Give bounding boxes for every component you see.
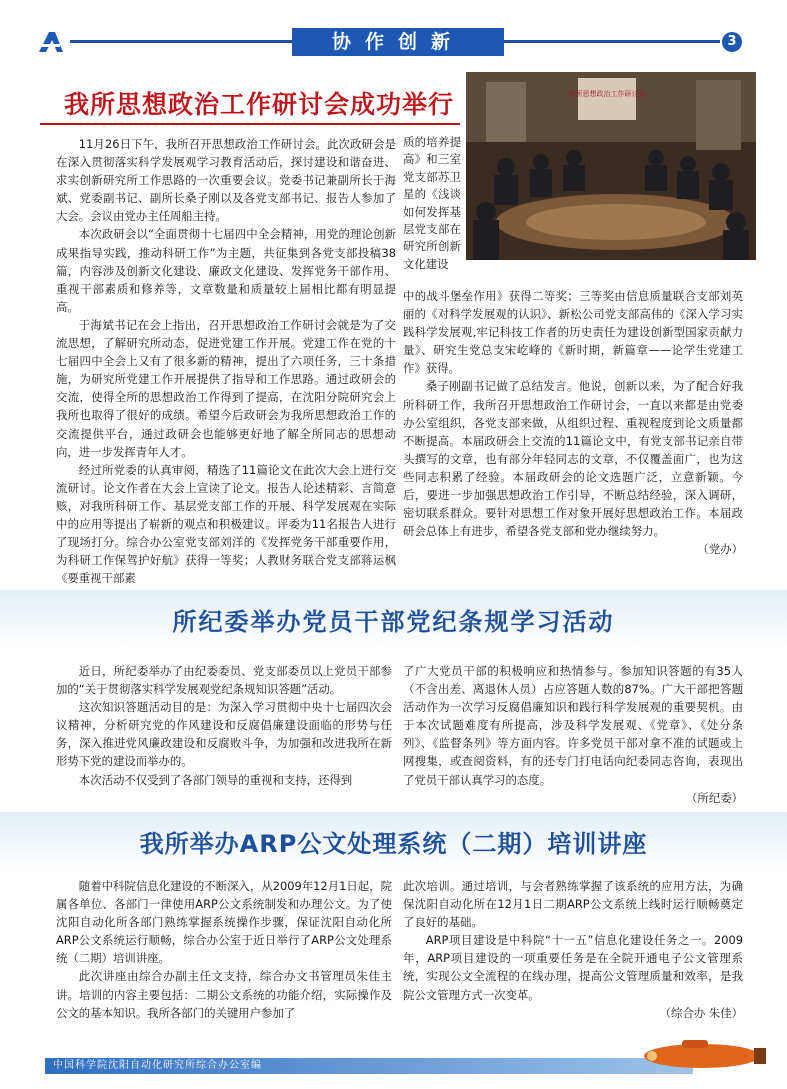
footer-band: 中国科学院沈阳自动化研究所综合办公室编	[45, 1058, 693, 1074]
paragraph: 此次培训。通过培训，与会者熟练掌握了该系统的应用方法，为确保沈阳自动化所在12月1日二期ARP公文系统上线时运行顺畅奠定了良好的基础。	[403, 879, 743, 930]
paragraph: 本次活动不仅受到了各部门领导的重视和支持，还得到	[78, 772, 353, 787]
article3-left-column	[56, 877, 392, 1022]
article2-signature: （所纪委）	[686, 790, 743, 805]
paragraph: 桑子刚副书记做了总结发言。他说，创新以来，为了配合好我所科研工作，我所召开思想政治工作研讨会，一直以来都是由党委办公室组织，各党支部来做，从组织过程、重视程度到论文质量都不断提高。本届政研会上交流的11篇论文中，有党支部书记亲自带头撰写的文章，也有部分年轻同志的文章，不仅覆盖面广，也为这些同志积累了经验。本届政研会的论文选题广泛，立意新颖。今后，要进一步加强思想政治工作引导，不断总结经验，深入调研，密切联系群众。要针对思想工作对象开展好思想政治工作。本届政研会总体上有进步，希望各党支部和党办继续努力。	[403, 379, 743, 539]
article1-title-rule	[40, 123, 460, 125]
article3-signature: （综合办 朱佳）	[659, 1005, 743, 1020]
photo-banner-text: 我所思想政治工作研讨会	[568, 90, 646, 98]
paragraph: 11月26日下午，我所召开思想政治工作研讨会。此次政研会是在深入贯彻落实科学发展观学习教育活动后，探讨建设和谐奋进、求实创新研究所工作思路的一次重要会议。党委书记兼副所长于海斌、党委副书记、副所长桑子刚以及各党支部书记、报告人参加了大会。会议由党办主任周船主持。	[56, 137, 396, 224]
article2-right-column	[403, 662, 743, 807]
paragraph: 于海斌书记在会上指出，召开思想政治工作研讨会就是为了交流思想，了解研究所动态，促进党建工作开展。党建工作在党的十七届四中全会上又有了很多新的精神，提出了六项任务，三十条措施，为研究所党建工作开展提供了指导和工作思路。通过政研会的交流，使得全所的思想政治工作得到了提高，在沈阳分院研究会上我所也取得了很好的成绩。希望今后政研会为我所思想政治工作的交流提供平台，通过政研会也能够更好地了解全所同志的思想动向，进一步发挥青年人才。	[56, 317, 396, 459]
article1-title: 我所思想政治工作研讨会成功举行	[64, 90, 455, 119]
submersible-icon	[622, 1036, 772, 1072]
paragraph: 中的战斗堡垒作用》获得二等奖；三等奖由信息质量联合支部刘英丽的《对科学发展观的认识》、新松公司党支部高伟的《深入学习实践科学发展观,牢记科技工作者的历史责任为建设创新型国家贡献力量》、研究生党总支宋屹峰的《新时期，新篇章——论学生党建工作》获得。	[403, 289, 743, 376]
article1-right-column	[403, 287, 743, 558]
paragraph: ARP项目建设是中科院“十一五”信息化建设任务之一。2009年，ARP项目建设的一项重要任务是在全院开通电子公文管理系统，实现公文全流程的在线办理，提高公文管理质量和效率，是我院公文管理方式一次变革。	[403, 933, 743, 1002]
article2-title: 所纪委举办党员干部党纪条规学习活动	[172, 607, 615, 636]
article3-title: 我所举办ARP公文处理系统（二期）培训讲座	[139, 830, 648, 858]
article1-narrow-column	[403, 134, 461, 273]
paragraph: 了广大党员干部的积极响应和热情参与。参加知识答题的有35人（不含出差、离退休人员）占应答题人数的87%。广大干部把答题活动作为一次学习反腐倡廉知识和践行科学发展观的重要契机。由于本次试题难度有所提高，涉及科学发展观、《党章》、《处分条列》、《监督条列》等方面内容。许多党员干部对拿不准的试题或上网搜集，或查阅资料，有的还专门打电话向纪委同志咨询，表现出了党员干部认真学习的态度。	[403, 664, 743, 787]
section-title: 协作创新	[292, 28, 504, 56]
meeting-photo	[466, 72, 756, 260]
page-number: 3	[722, 32, 742, 52]
article2-left-column	[56, 662, 392, 789]
article1-left-column	[56, 135, 396, 587]
paragraph: 这次知识答题活动目的是：为深入学习贯彻中央十七届四次会议精神，分析研究党的作风建设和反腐倡廉建设面临的形势与任务，深入推进党风廉政建设和反腐败斗争，为加强和改进我所在新形势下党的建设而举办的。	[56, 700, 392, 769]
article1-narrow-text: 质的培养提高》和三室党支部苏卫星的《浅谈如何发挥基层党支部在研究所创新文化建设	[403, 135, 461, 271]
article1-signature: （党办）	[697, 542, 743, 557]
article3-right-column	[403, 877, 743, 1022]
paragraph: 近日，所纪委举办了由纪委委员、党支部委员以上党员干部参加的“关于贯彻落实科学发展观党纪条规知识答题”活动。	[56, 664, 392, 697]
paragraph: 此次讲座由综合办副主任文支持，综合办文书管理员朱佳主讲。培训的内容主要包括：二期公文系统的功能介绍，实际操作及公文的基本知识。我所各部门的关键用户参加了	[56, 969, 392, 1020]
institute-logo	[37, 30, 65, 54]
paragraph: 经过所党委的认真审阅，精选了11篇论文在此次大会上进行交流研讨。论文作者在大会上宣读了论文。报告人论述精彩、言简意赅，对我所科研工作、基层党支部工作的开展、科学发展观在实际中的应用等提出了崭新的观点和积极建议。评委为11名报告人进行了现场打分。综合办公室党支部刘洋的《发挥党务干部重要作用，为科研工作保驾护好航》获得一等奖；人教财务联合党支部蒋运枫《要重视干部素	[56, 462, 396, 586]
paragraph: 本次政研会以“全面贯彻十七届四中全会精神，用党的理论创新成果指导实践，推动科研工作”为主题，共征集到各党支部投稿38篇，内容涉及创新文化建设、廉政文化建设、发挥党务干部作用、重视干部素质和修养等，文章数量和质量较上届相比都有明显提高。	[56, 227, 396, 314]
paragraph: 随着中科院信息化建设的不断深入，从2009年12月1日起，院属各单位、各部门一律使用ARP公文系统制发和办理公文。为了使沈阳自动化所各部门熟练掌握系统操作步骤，保证沈阳自动化所ARP公文系统运行顺畅，综合办公室于近日举行了ARP公文处理系统（二期）培训讲座。	[56, 879, 392, 966]
